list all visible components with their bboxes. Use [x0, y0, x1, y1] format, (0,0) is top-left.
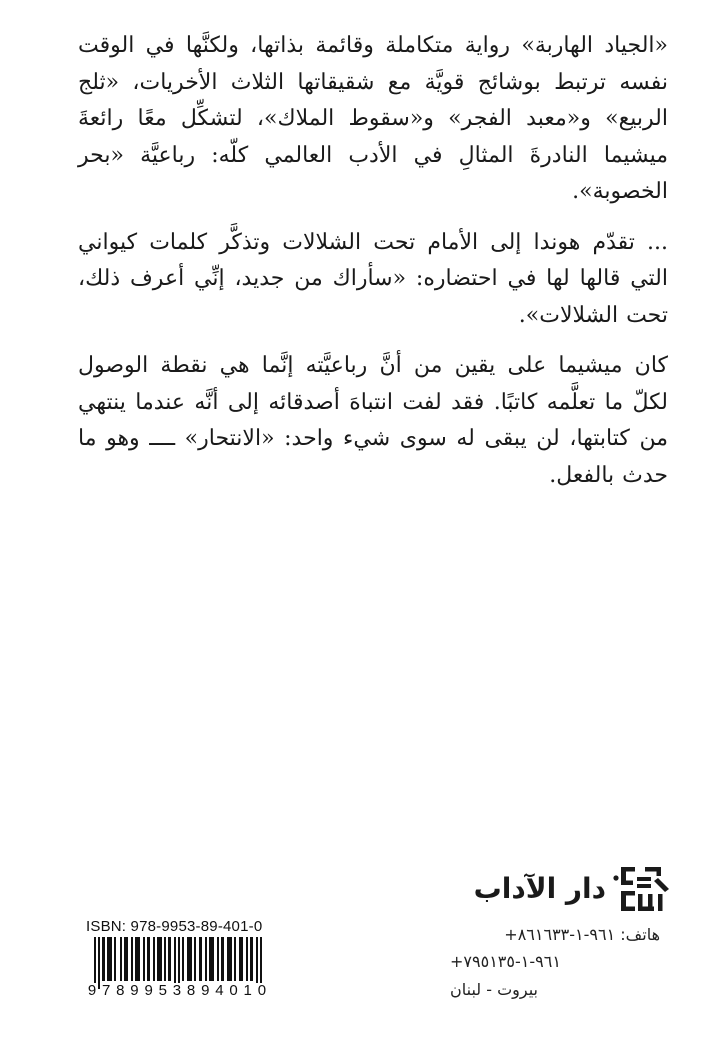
blurb-paragraph-1: «الجياد الهاربة» رواية متكاملة وقائمة بذاتها، ولكنَّها في الوقت نفسه ترتبط بوشائج قويَّة مع شقيقاتها الثلاث الأخريات، «ثلج الربيع» و«معبد الفجر» و«سقوط الملاك»، لتشكِّل معًا رائعةَ ميشيما النادرةَ المثالِ في الأدب العالمي كلّه: رباعيَّة «بحر الخصوبة».	[78, 33, 668, 204]
publisher-phone-line-2	[450, 952, 561, 972]
barcode-digit: 9	[144, 982, 153, 999]
barcode-digit: 9	[87, 982, 97, 999]
barcode-digit: 4	[215, 982, 224, 999]
barcode-digit: 9	[201, 982, 210, 999]
barcode-digit: 0	[257, 982, 267, 999]
phone-label: هاتف:	[620, 925, 660, 944]
barcode-digit: 3	[172, 982, 182, 999]
publisher-address: بيروت - لبنان	[450, 980, 538, 999]
publisher-block	[440, 860, 670, 1010]
publisher-name: دار الآداب	[473, 872, 606, 905]
dar-al-adab-logo-icon	[612, 864, 670, 914]
blurb-paragraph-3: كان ميشيما على يقين من أنَّ رباعيَّته إنَّما هي نقطة الوصول لكلّ ما تعلَّمه كاتبًا. فقد لفت انتباهَ أصدقائه إلى أنَّه عندما ينتهي من كتابتها، لن يبقى له سوى شيء واحد: «الانتحار» ــــ وهو ما حدث بالفعل.	[78, 353, 668, 488]
phone-number-2: +٩٦١-١-٧٩٥١٣٥	[450, 952, 561, 971]
publisher-phone-line-1	[504, 925, 660, 945]
back-cover-blurb	[78, 28, 668, 508]
barcode-digit: 1	[243, 982, 252, 999]
barcode-digits	[86, 983, 268, 999]
isbn-label: ISBN: 978-9953-89-401-0	[86, 918, 263, 935]
barcode-digit: 7	[101, 982, 111, 999]
barcode-digit: 5	[158, 982, 167, 999]
blurb-paragraph-2: ... تقدّم هوندا إلى الأمام تحت الشلالات وتذكَّر كلمات كيواني التي قالها لها في احتضاره: «سأراك من جديد، إنِّي أعرف ذلك، تحت الشلالات».	[78, 229, 668, 328]
isbn-barcode-block	[86, 918, 276, 1008]
barcode-digit: 0	[229, 982, 238, 999]
barcode-digit: 9	[130, 982, 139, 999]
phone-number-1: +٩٦١-١-٨٦١٦٣٣	[504, 925, 616, 944]
barcode-digit: 8	[186, 982, 196, 999]
barcode-digit: 8	[116, 982, 125, 999]
publisher-header	[474, 864, 670, 914]
